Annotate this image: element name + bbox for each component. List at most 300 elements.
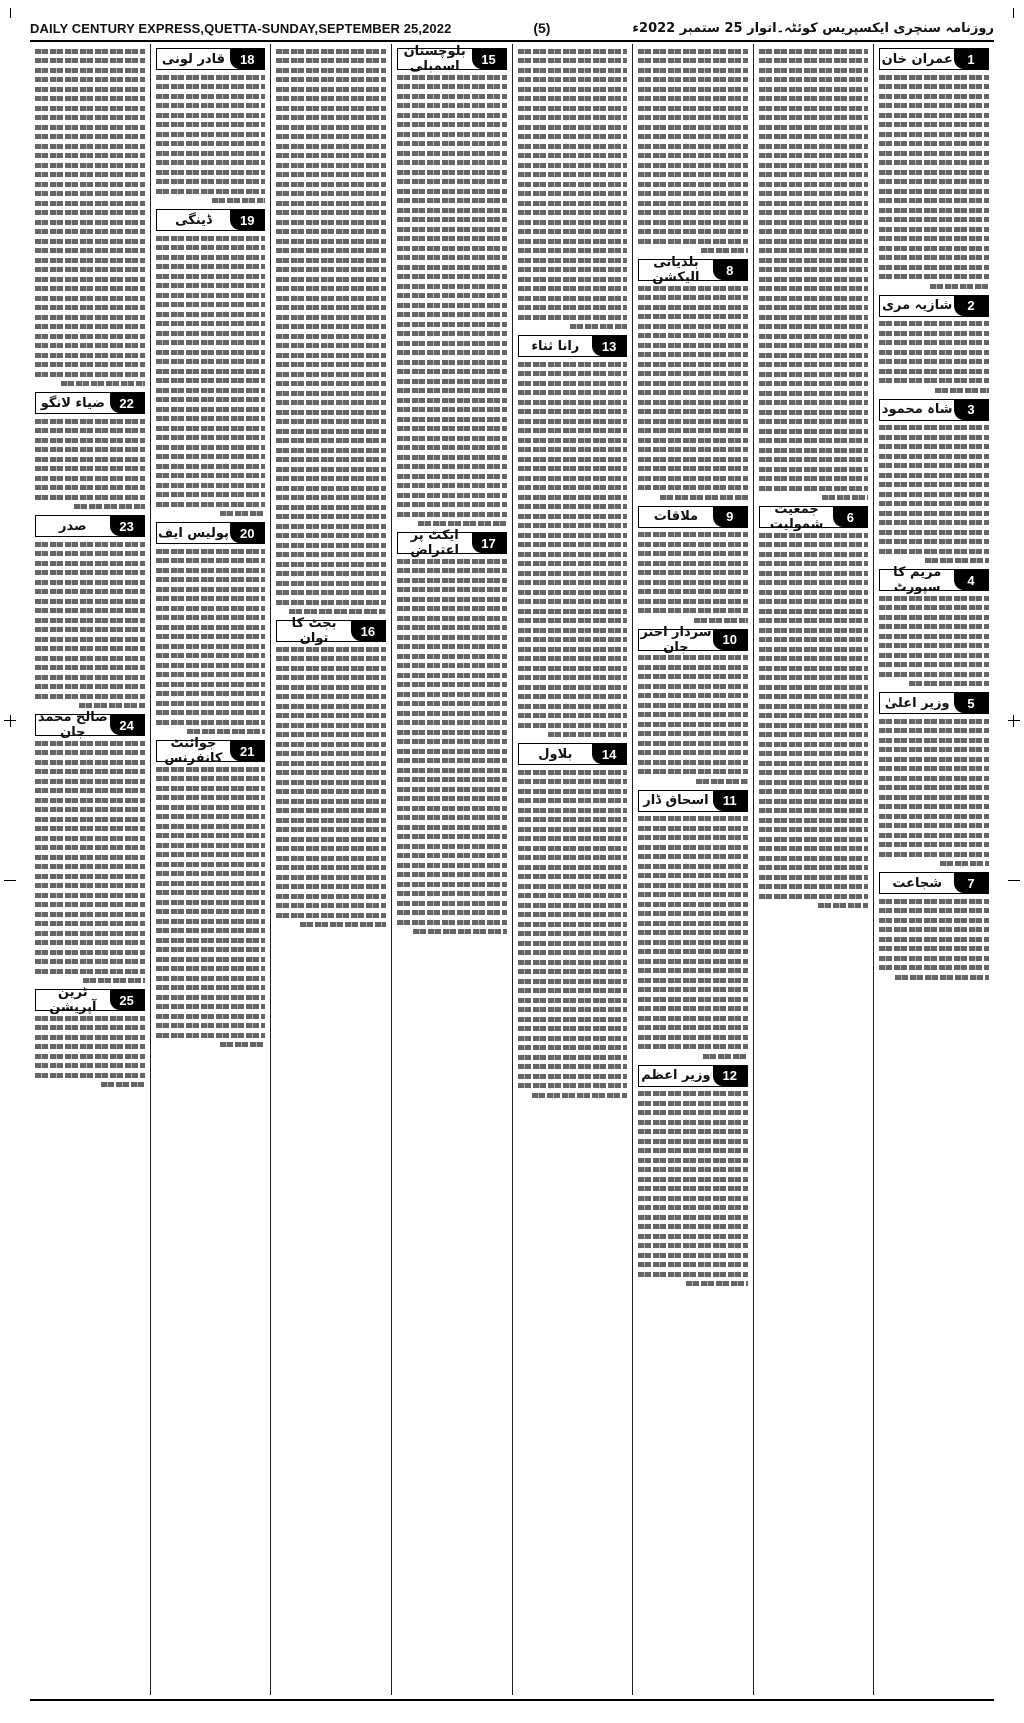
text-line [638,438,748,443]
text-line [212,198,266,203]
text-line [638,1139,748,1144]
text-line [638,457,748,462]
text-line [879,132,989,137]
story-title: ضیاء لانگو [40,395,105,411]
text-line [638,968,748,973]
text-line [35,267,145,272]
text-line [35,201,145,206]
text-line [156,824,266,829]
story-heading [638,255,748,285]
text-line [156,596,266,601]
text-line [518,1007,628,1012]
text-line [276,486,386,491]
text-line [397,474,507,479]
text-line [276,799,386,804]
text-line [638,1035,748,1040]
text-line [759,827,869,832]
text-line [759,590,869,595]
story-body [276,49,386,615]
text-line [638,77,748,82]
news-column [30,44,150,1695]
text-line [518,125,628,130]
text-line [638,693,748,698]
text-line [156,122,266,127]
text-line [879,776,989,781]
text-line [276,87,386,92]
text-line [156,378,266,383]
text-line [35,817,145,822]
text-line [276,751,386,756]
text-line [276,875,386,880]
text-line [35,296,145,301]
text-line [879,340,989,345]
text-line [35,864,145,869]
text-line [35,49,145,54]
text-line [156,843,266,848]
text-line [156,795,266,800]
text-line [276,808,386,813]
story-number-badge: 22 [110,393,144,413]
text-line [518,590,628,595]
text-line [638,978,748,983]
text-line [35,779,145,784]
story-title: ملاقات [653,509,699,524]
story-body [638,286,748,500]
text-line [759,372,869,377]
text-line [156,321,266,326]
text-line [518,409,628,414]
text-line [35,807,145,812]
text-line [156,862,266,867]
text-line [638,409,748,414]
text-line [156,160,266,165]
text-line [879,728,989,733]
text-line [638,400,748,405]
text-line [518,950,628,955]
text-line [397,502,507,507]
text-line [879,918,989,923]
story-body [35,1016,145,1088]
text-line [638,542,748,547]
text-line [759,400,869,405]
text-line [759,467,869,472]
text-line [879,956,989,961]
text-line [35,656,145,661]
text-line [276,837,386,842]
text-line [638,1253,748,1258]
crop-mark [1013,715,1014,727]
text-line [397,284,507,289]
text-line [35,931,145,936]
text-line [35,277,145,282]
text-line [35,561,145,566]
text-line [759,637,869,642]
story-body [276,647,386,928]
text-line [156,331,266,336]
text-line [879,795,989,800]
text-line [879,549,989,554]
text-line [156,179,266,184]
text-line [397,559,507,564]
story-number-badge: 24 [110,715,144,735]
text-line [518,220,628,225]
text-line [156,691,266,696]
text-line [759,875,869,880]
text-line [570,324,627,329]
story-body [156,236,266,517]
text-line [156,634,266,639]
news-story [879,692,989,866]
text-line [759,87,869,92]
text-line [276,210,386,215]
text-line [759,58,869,63]
story-title: جوائنٹ کانفرنس [164,736,223,766]
text-line [638,845,748,850]
text-line [276,58,386,63]
text-line [759,571,869,576]
story-body [879,719,989,867]
text-line [759,210,869,215]
story-heading [879,399,989,421]
text-line [276,543,386,548]
footer-rule [30,1699,994,1701]
text-line [35,1016,145,1021]
news-column [873,44,994,1695]
text-line [156,264,266,269]
text-line [638,1158,748,1163]
story-body [397,75,507,527]
text-line [156,502,266,507]
text-line [156,966,266,971]
text-line [518,390,628,395]
text-line [276,666,386,671]
text-line [220,511,265,516]
text-line [35,836,145,841]
story-title: صدر [59,518,87,534]
text-line [35,324,145,329]
news-story [518,49,628,330]
text-line [156,359,266,364]
text-line [276,704,386,709]
text-line [276,296,386,301]
text-line [518,988,628,993]
text-line [638,930,748,935]
story-number-badge: 20 [230,523,264,543]
story-heading [518,335,628,357]
text-line [276,258,386,263]
text-line [638,362,748,367]
text-line [35,372,145,377]
text-line [694,618,748,623]
story-heading [879,565,989,595]
text-line [397,806,507,811]
text-line [397,322,507,327]
story-title: بلدیاتی الیکشن [652,255,700,285]
news-story [879,872,989,980]
story-title: بلوچستان اسمبلی [403,44,466,74]
text-line [638,551,748,556]
text-line [35,191,145,196]
text-line [276,315,386,320]
story-heading [156,48,266,70]
text-line [397,730,507,735]
text-line [397,663,507,668]
story-body [879,321,989,393]
text-line [276,191,386,196]
text-line [638,352,748,357]
text-line [759,106,869,111]
text-line [156,113,266,118]
text-line [925,558,989,563]
text-line [156,919,266,924]
text-line [276,286,386,291]
text-line [276,571,386,576]
text-line [518,277,628,282]
text-line [289,609,385,614]
text-line [35,845,145,850]
text-line [759,353,869,358]
text-line [759,248,869,253]
story-title: بجٹ کا توان [291,616,337,646]
text-line [638,239,748,244]
text-line [638,873,748,878]
text-line [35,769,145,774]
text-line [518,144,628,149]
text-line [879,84,989,89]
text-line [935,388,989,393]
text-line [879,160,989,165]
text-line [276,267,386,272]
text-line [156,492,266,497]
text-line [638,1215,748,1220]
text-line [879,747,989,752]
text-line [397,777,507,782]
text-line [759,77,869,82]
text-line [638,1224,748,1229]
text-line [879,179,989,184]
news-story [156,209,266,516]
text-line [397,236,507,241]
text-line [276,125,386,130]
text-line [518,817,628,822]
text-line [35,694,145,699]
text-line [518,106,628,111]
text-line [276,153,386,158]
text-line [35,343,145,348]
text-line [660,495,748,500]
text-line [518,428,628,433]
text-line [759,799,869,804]
story-number-badge: 15 [472,49,506,69]
text-line [156,312,266,317]
story-number-badge: 7 [954,873,988,893]
text-line [759,808,869,813]
text-line [879,511,989,516]
text-line [156,245,266,250]
text-line [397,122,507,127]
text-line [638,599,748,604]
text-line [638,49,748,54]
text-line [397,455,507,460]
story-title: ڈینگی [175,212,212,228]
text-line [187,729,265,734]
text-line [276,163,386,168]
story-title: وزیر اعظم [641,1068,711,1083]
news-story [638,790,748,1059]
text-line [397,768,507,773]
text-line [35,248,145,253]
text-line [759,561,869,566]
text-line [759,542,869,547]
story-body [638,532,748,623]
text-line [518,969,628,974]
text-line [518,362,628,367]
text-line [35,1025,145,1030]
text-line [397,151,507,156]
text-line [156,283,266,288]
crop-mark [1013,8,1014,18]
story-heading [879,872,989,894]
text-line [156,985,266,990]
text-line [518,466,628,471]
text-line [518,836,628,841]
text-line [518,267,628,272]
story-heading [638,790,748,812]
text-line [759,115,869,120]
text-line [638,1148,748,1153]
text-line [879,113,989,118]
text-line [35,353,145,358]
text-line [276,495,386,500]
story-heading [518,743,628,765]
text-line [638,949,748,954]
text-line [879,246,989,251]
crop-mark [10,715,11,727]
text-line [397,141,507,146]
text-line [156,767,266,772]
text-line [397,711,507,716]
story-title: صالح محمد جان [37,710,108,740]
story-body [156,549,266,735]
story-number-badge: 21 [230,741,264,761]
text-line [276,713,386,718]
text-line [818,903,868,908]
text-line [276,400,386,405]
text-line [759,580,869,585]
text-line [940,861,989,866]
text-line [276,106,386,111]
text-line [35,542,145,547]
text-line [156,644,266,649]
text-line [696,779,748,784]
text-line [879,265,989,270]
text-line [879,615,989,620]
text-line [518,912,628,917]
text-line [156,928,266,933]
text-line [879,208,989,213]
text-line [759,343,869,348]
story-title: شازیہ مری [882,298,953,313]
story-body [518,49,628,330]
news-story [638,255,748,500]
text-line [35,580,145,585]
text-line [35,570,145,575]
text-line [638,201,748,206]
text-line [518,1017,628,1022]
text-line [909,681,989,686]
text-line [518,979,628,984]
text-line [518,457,628,462]
story-number-badge: 3 [954,400,988,420]
text-line [518,599,628,604]
text-line [638,210,748,215]
text-line [759,884,869,889]
news-story [156,736,266,1047]
text-line [156,340,266,345]
page-number: (5) [533,20,551,36]
text-line [638,580,748,585]
text-line [156,473,266,478]
news-story [35,985,145,1087]
text-line [397,170,507,175]
text-line [35,419,145,424]
text-line [759,267,869,272]
text-line [35,87,145,92]
text-line [156,615,266,620]
text-line [276,770,386,775]
text-line [397,863,507,868]
text-line [61,381,144,386]
text-line [759,68,869,73]
text-line [156,558,266,563]
text-line [759,751,869,756]
text-line [397,274,507,279]
text-line [276,182,386,187]
text-line [35,362,145,367]
text-line [518,514,628,519]
story-body [156,767,266,1048]
text-line [156,293,266,298]
text-line [35,77,145,82]
text-line [397,644,507,649]
text-line [759,599,869,604]
text-line [276,524,386,529]
text-line [35,68,145,73]
text-line [518,419,628,424]
crop-mark [1008,880,1020,881]
text-line [879,530,989,535]
text-line [276,742,386,747]
text-line [35,239,145,244]
text-line [518,656,628,661]
text-line [276,894,386,899]
text-line [518,580,628,585]
text-line [638,172,748,177]
text-line [156,947,266,952]
text-line [397,834,507,839]
text-line [276,723,386,728]
text-line [397,910,507,915]
text-line [276,381,386,386]
text-line [638,760,748,765]
text-line [518,87,628,92]
text-line [79,703,145,708]
story-number-badge: 14 [592,744,626,764]
text-line [518,163,628,168]
text-line [35,608,145,613]
text-line [638,428,748,433]
text-line [397,720,507,725]
